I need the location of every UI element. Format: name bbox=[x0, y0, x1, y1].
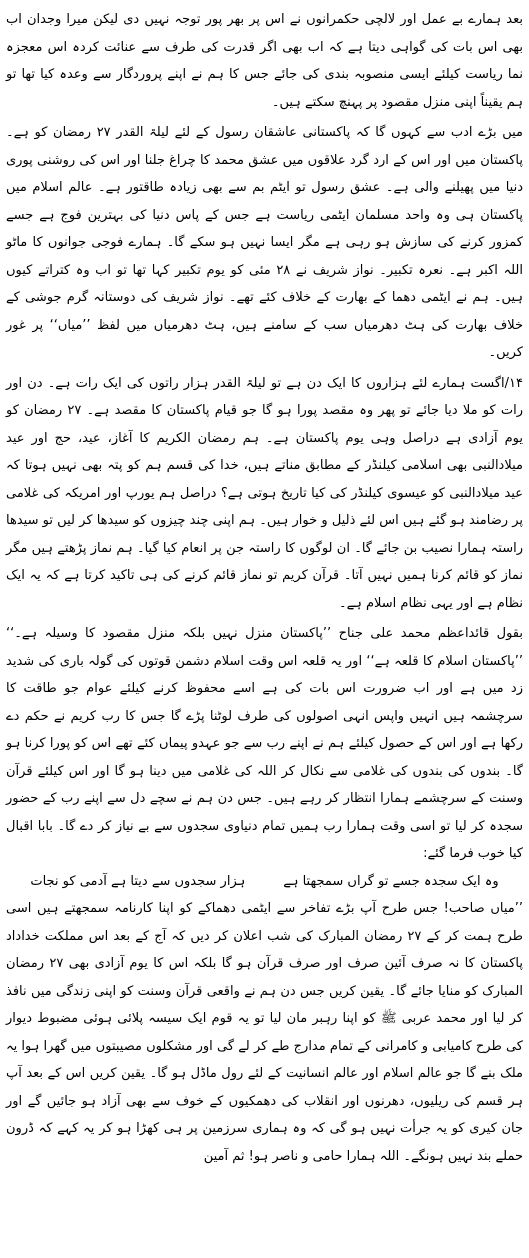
paragraph-independence-day: ۱۴/اگست ہمارے لئے ہزاروں کا ایک دن ہے تو لیلۃ القدر ہزار راتوں کی ایک رات ہے۔ دن اور رات کو ملا دیا جائے تو پھر وہ مقصد پورا ہو گا جو قیام پاکستان کا مقصد ہے۔ ۲۷ رمضان کو یوم آزادی ہے دراصل وہی یوم پاکستان ہے۔ ہم رمضان الکریم کا آغاز، عید، حج اور عید میلادالنبی بھی اسلامی کیلنڈر کے مطابق مناتے ہیں، خدا کی قسم ہم کو پتہ بھی نہیں ہوتا کہ عید میلادالنبی کو عیسوی کیلنڈر کی کیا تاریخ ہوتی ہے؟ دراصل ہم یورپ اور امریکہ کی غلامی پر رضامند ہو گئے ہیں اس لئے ذلیل و خوار ہیں۔ ہم اپنی چند چیزوں کو سیدھا کر لیں تو سیدھا راستہ ہمارا نصیب بن جائے گا۔ ان لوگوں کا راستہ جن پر انعام کیا گیا۔ ہم نماز پڑھتے ہیں مگر نماز کو قائم کرنا ہمیں نہیں آتا۔ قرآن کریم تو نماز قائم کرنے کی ہی تاکید کرتا ہے کہ یہ ایک نظام ہے اور یہی نظام اسلام ہے۔ bbox=[6, 375, 523, 611]
iqbal-couplet bbox=[6, 868, 523, 896]
couplet-line-first: وہ ایک سجدہ جسے تو گراں سمجھتا ہے bbox=[283, 873, 499, 889]
paragraph-intro: بعد ہمارے بے عمل اور لالچی حکمرانوں نے اس پر بھر پور توجہ نہیں دی لیکن میرا وجدان اب بھی اس بات کی گواہی دیتا ہے کہ اب بھی اگر قدرت کی طرف سے عنائت کردہ اس معجزہ نما ریاست کیلئے ایسی منصوبہ بندی کی جائے جس کا ہم نے اپنے پروردگار سے وعدہ کیا تھا تو ہم یقیناً اپنی منزل مقصود پر پہنچ سکتے ہیں۔ bbox=[6, 12, 523, 110]
couplet-line-second: ہزار سجدوں سے دیتا ہے آدمی کو نجات bbox=[30, 873, 246, 889]
paragraph-laylatul-qadr: میں بڑے ادب سے کہوں گا کہ پاکستانی عاشقان رسول کے لئے لیلۃ القدر ۲۷ رمضان کو ہے۔ پاکستان میں اور اس کے ارد گرد علاقوں میں عشق محمد کا چراغ جلنا اور اس کی روشنی پوری دنیا میں پھیلنے والی ہے۔ عشق رسول تو ایٹم بم سے بھی زیادہ طاقتور ہے۔ عالم اسلام میں پاکستان ہی وہ واحد مسلمان ایٹمی ریاست ہے جس کے پاس دنیا کی بہترین فوج ہے جسے کمزور کرنے کی سازش ہو رہی ہے مگر ایسا نہیں ہو سکے گا۔ ہمارے فوجی جوانوں کا ماٹو اللہ اکبر ہے۔ نعرہ تکبیر۔ نواز شریف نے ۲۸ مئی کو یوم تکبیر کہا تھا تو اب وہ کتراتے کیوں ہیں۔ ہم نے ایٹمی دھما کے بھارت کے خلاف کئے تھے۔ نواز شریف کی دوستانہ گرم جوشی کے خلاف بھارت کی ہٹ دھرمیاں سب کے سامنے ہیں، ہٹ دھرمیاں میں لفظ ’’میاں‘‘ پر غور کریں۔ bbox=[6, 125, 523, 360]
paragraph-quaid-quote: بقول قائداعظم محمد علی جناح ’’پاکستان منزل نہیں بلکہ منزل مقصود کا وسیلہ ہے۔‘‘ ’’پاکستان اسلام کا قلعہ ہے‘‘ اور یہ قلعہ اس وقت اسلام دشمن قوتوں کی گولہ باری کی شدید زد میں ہے اور اب ضرورت اس بات کی ہے اسے محفوظ کرنے کیلئے عوام جو طاقت کا سرچشمہ ہیں انہیں واپس انہی اصولوں کی طرف لوٹنا پڑے گا جس کا رب کریم نے حکم دے رکھا ہے اور اس کے حصول کیلئے ہم نے اپنے رب سے جو عہدو پیماں کئے تھے اس کو پورا کرنا ہو گا۔ بندوں کی بندوں کی غلامی سے نکال کر اللہ کی غلامی میں دینا ہو گا اور اس کیلئے قرآن وسنت کے سرچشمے ہمارا انتظار کر رہے ہیں۔ جس دن ہم نے سچے دل سے اپنے رب کے حضور سجدہ کر لیا تو اسی وقت ہمارا رب ہمیں تمام دنیاوی سجدوں سے بے نیاز کر دے گا۔ بابا اقبال کیا خوب فرما گئے: bbox=[6, 626, 523, 861]
paragraph-appeal: ’’میاں صاحب! جس طرح آپ بڑے تفاخر سے ایٹمی دھماکے کو اپنا کارنامہ سمجھتے ہیں اسی طرح ہمت کر کے ۲۷ رمضان المبارک کی شب اعلان کر دیں کہ آج کے بعد اس مملکت خداداد پاکستان کا نہ صرف آئین صرف اور صرف قرآن ہو گا بلکہ اس کا یوم آزادی بھی ۲۷ رمضان المبارک کو منایا جائے گا۔ یقین کریں جس دن ہم نے واقعی قرآن وسنت کو اپنی زندگی میں نافذ کر لیا اور محمد عربی ﷺ کو اپنا رہبر مان لیا تو یہ قوم ایک سیسہ پلائی ہوئی مضبوط دیوار کی طرح کامیابی و کامرانی کے تمام مدارج طے کر لے گی اور مشکلوں مصیبتوں میں گھرا ہوا یہ ملک بنے گا جو عالم اسلام اور عالم انسانیت کے لئے رول ماڈل ہو گا۔ یقین کریں اس کے بعد آپ ہر قسم کی ریلیوں، دھرنوں اور انقلاب کی دھمکیوں کے خوف سے بھی آزاد ہو جائیں گے اور جان کیری کو یہ جرأت نہیں ہو گی کہ وہ ہماری سرزمین پر ہی کھڑا ہو کر یہ کہے کہ ڈرون حملے بند نہیں ہونگے۔ اللہ ہمارا حامی و ناصر ہو! ثم آمین bbox=[6, 901, 523, 1164]
